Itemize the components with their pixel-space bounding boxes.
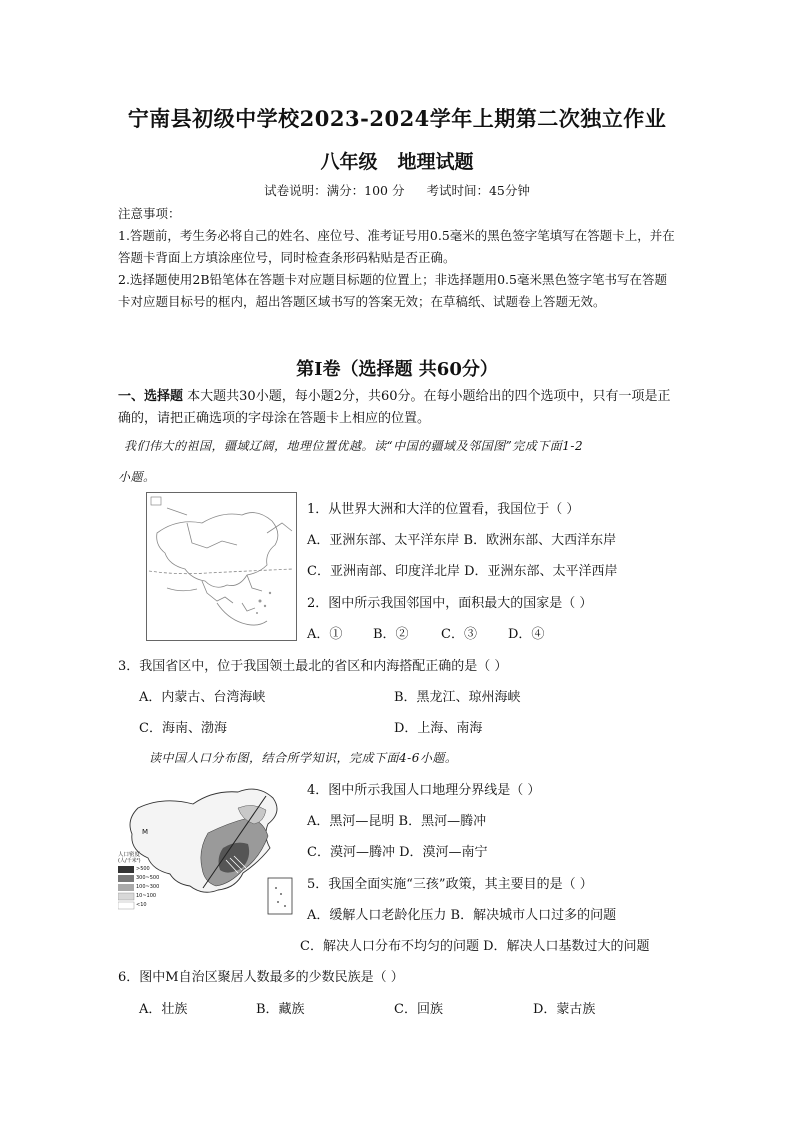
q6-option-d: D．蒙古族	[533, 1002, 596, 1017]
q6-option-a: A．壮族	[139, 1002, 188, 1017]
q4-options-cd: C．漠河—腾冲 D．漠河—南宁	[307, 845, 488, 860]
notes-block	[118, 203, 678, 313]
population-legend	[118, 866, 134, 909]
legend-item-1: >500	[136, 866, 150, 872]
time-info: 考试时间：45分钟	[426, 183, 530, 198]
notes-heading: 注意事项：	[118, 206, 181, 221]
score-info: 试卷说明：满分：100 分	[264, 183, 405, 198]
q4-options-ab: A．黑河—昆明 B．黑河—腾冲	[307, 814, 487, 829]
q3-stem: 3．我国省区中，位于我国领土最北的省区和内海搭配正确的是（ ）	[118, 659, 508, 674]
q3-option-d: D．上海、南海	[394, 721, 483, 736]
q1-options-ab: A．亚洲东部、太平洋东岸 B．欧洲东部、大西洋东岸	[307, 533, 617, 548]
q2-option-a: A．①	[307, 627, 343, 642]
section-title: 第Ⅰ卷（选择题 共60分）	[296, 359, 498, 380]
population-map	[118, 778, 303, 918]
q2-option-b: B．②	[373, 627, 409, 642]
q6-stem: 6．图中M自治区聚居人数最多的少数民族是（ ）	[118, 970, 404, 985]
q3-option-a: A．内蒙古、台湾海峡	[139, 690, 266, 705]
intro-1-line-1: 我们伟大的祖国，疆域辽阔，地理位置优越。读“中国的疆域及邻国图”完成下面1-2	[124, 439, 584, 453]
q5-stem: 5．我国全面实施“三孩”政策，其主要目的是（ ）	[307, 877, 593, 892]
part1-desc: 本大题共30小题，每小题2分，共60分。在每小题给出的四个选项中，只有一项是正确的，请把正确选项的字母涂在答题卡上相应的位置。	[118, 389, 671, 426]
q6-option-b: B．藏族	[256, 1002, 305, 1017]
exam-title: 宁南县初级中学校2023-2024学年上期第二次独立作业	[127, 106, 667, 131]
territory-map-graphic	[147, 493, 296, 640]
legend-unit: (人/千米²)	[118, 858, 141, 864]
q5-options-cd: C．解决人口分布不均匀的问题 D．解决人口基数过大的问题	[300, 939, 650, 954]
q1-stem: 1．从世界大洲和大洋的位置看，我国位于（ ）	[307, 502, 580, 517]
notes-item-1: 1.答题前，考生务必将自己的姓名、座位号、准考证号用0.5毫米的黑色签字笔填写在答题卡上，并在答题卡背面上方填涂座位号，同时检查条形码粘贴是否正确。	[118, 228, 675, 265]
q3-option-b: B．黑龙江、琼州海峡	[394, 690, 521, 705]
grade-label: 八年级	[320, 151, 378, 173]
china-territory-map	[146, 492, 297, 641]
exam-subtitle	[0, 147, 794, 174]
q3-option-c: C．海南、渤海	[139, 721, 227, 736]
legend-title: 人口密度	[118, 852, 141, 858]
legend-item-5: <10	[136, 902, 147, 908]
legend-item-4: 10~100	[136, 893, 157, 899]
notes-item-2: 2.选择题使用2B铅笔体在答题卡对应题目标题的位置上；非选择题用0.5毫米黑色签字笔书写在答题卡对应题目标号的框内，超出答题区域书写的答案无效；在草稿纸、试题卷上答题无效。	[118, 272, 667, 309]
part1-instructions	[118, 386, 678, 430]
intro-2: 读中国人口分布图，结合所学知识，完成下面4-6小题。	[149, 751, 458, 765]
intro-1-line-2: 小题。	[118, 470, 156, 484]
q2-option-d: D．④	[508, 627, 545, 642]
legend-item-3: 100~300	[136, 884, 160, 890]
q2-stem: 2．图中所示我国邻国中，面积最大的国家是（ ）	[307, 596, 593, 611]
exam-info	[0, 181, 794, 199]
subject-label: 地理试题	[397, 151, 474, 173]
legend-item-2: 300~500	[136, 875, 160, 881]
q1-options-cd: C．亚洲南部、印度洋北岸 D．亚洲东部、太平洋西岸	[307, 564, 618, 579]
q4-stem: 4．图中所示我国人口地理分界线是（ ）	[307, 783, 541, 798]
part1-label: 一、选择题	[118, 389, 184, 404]
q6-option-c: C．回族	[394, 1002, 443, 1017]
q2-option-c: C．③	[441, 627, 477, 642]
map-label-m: M	[142, 828, 149, 836]
q5-options-ab: A．缓解人口老龄化压力 B．解决城市人口过多的问题	[307, 908, 617, 923]
